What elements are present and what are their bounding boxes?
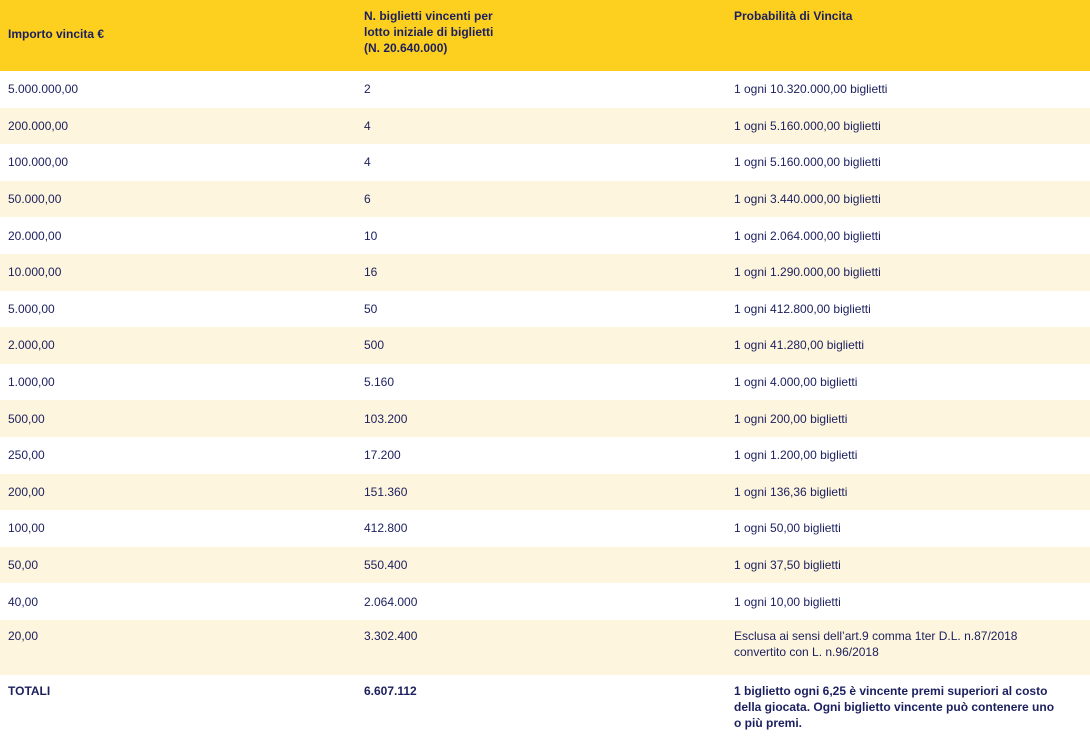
- table-row: [0, 474, 1090, 511]
- cell-probability: [734, 254, 1090, 291]
- amount-value: 50.000,00: [8, 192, 62, 207]
- totals-winners: 6.607.112: [364, 683, 417, 698]
- amount-value: 20,00: [8, 628, 39, 643]
- cell-probability: [734, 71, 1090, 108]
- cell-winners: [364, 108, 734, 145]
- cell-probability: [734, 364, 1090, 401]
- cell-winners: [364, 620, 734, 675]
- header-winners-line1: N. biglietti vincenti per: [364, 9, 493, 23]
- totals-probability-line2: della giocata. Ogni biglietto vincente può contenere uno: [734, 699, 1055, 714]
- cell-winners: [364, 547, 734, 584]
- winners-value: 16: [364, 265, 378, 280]
- table-row: [0, 291, 1090, 328]
- probability-value: 1 ogni 4.000,00 biglietti: [734, 375, 858, 390]
- cell-probability: [734, 144, 1090, 181]
- cell-winners: [364, 400, 734, 437]
- amount-value: 100,00: [8, 521, 45, 536]
- header-probability-label: Probabilità di Vincita: [734, 9, 853, 23]
- amount-value: 5.000,00: [8, 301, 55, 316]
- probability-value: 1 ogni 412.800,00 biglietti: [734, 301, 871, 316]
- cell-amount: [0, 254, 364, 291]
- cell-amount: [0, 291, 364, 328]
- winners-value: 500: [364, 338, 385, 353]
- winners-value: 412.800: [364, 521, 408, 536]
- cell-winners: [364, 181, 734, 218]
- header-winners-line2: lotto iniziale di biglietti: [364, 25, 494, 39]
- amount-value: 10.000,00: [8, 265, 62, 280]
- cell-probability: [734, 474, 1090, 511]
- header-amount: [0, 0, 364, 71]
- amount-value: 50,00: [8, 558, 39, 573]
- amount-value: 100.000,00: [8, 155, 69, 170]
- cell-amount: [0, 620, 364, 675]
- cell-amount: [0, 144, 364, 181]
- winners-value: 5.160: [364, 375, 395, 390]
- table-row: [0, 437, 1090, 474]
- totals-probability-line1: 1 biglietto ogni 6,25 è vincente premi superiori al costo: [734, 683, 1048, 698]
- table-row: [0, 144, 1090, 181]
- cell-probability: [734, 108, 1090, 145]
- amount-value: 40,00: [8, 594, 39, 609]
- winners-value: 3.302.400: [364, 628, 418, 643]
- cell-winners: [364, 364, 734, 401]
- cell-probability: [734, 400, 1090, 437]
- amount-value: 250,00: [8, 448, 45, 463]
- cell-amount: [0, 71, 364, 108]
- cell-probability: [734, 181, 1090, 218]
- table-body: [0, 71, 1090, 740]
- cell-amount: [0, 181, 364, 218]
- header-probability: [734, 0, 1090, 71]
- table-row: [0, 254, 1090, 291]
- cell-winners: [364, 583, 734, 620]
- cell-winners: [364, 71, 734, 108]
- probability-value: 1 ogni 136,36 biglietti: [734, 484, 848, 499]
- cell-probability: [734, 547, 1090, 584]
- table-row: [0, 583, 1090, 620]
- winners-value: 2: [364, 82, 371, 97]
- cell-winners: [364, 254, 734, 291]
- winners-value: 550.400: [364, 558, 408, 573]
- table-row: [0, 400, 1090, 437]
- header-amount-label: Importo vincita €: [8, 27, 105, 41]
- cell-probability: [734, 620, 1090, 675]
- amount-value: 2.000,00: [8, 338, 55, 353]
- probability-value: 1 ogni 37,50 biglietti: [734, 558, 841, 573]
- cell-winners: [364, 217, 734, 254]
- table-header: [0, 0, 1090, 71]
- cell-probability: [734, 327, 1090, 364]
- header-winners: [364, 0, 734, 71]
- cell-amount: [0, 327, 364, 364]
- totals-row: [0, 675, 1090, 740]
- table-row-20-euro: [0, 620, 1090, 675]
- amount-value: 5.000.000,00: [8, 82, 79, 97]
- cell-amount: [0, 547, 364, 584]
- header-winners-line3: (N. 20.640.000): [364, 41, 448, 55]
- table-row: [0, 217, 1090, 254]
- probability-value: 1 ogni 1.200,00 biglietti: [734, 448, 858, 463]
- probability-value: 1 ogni 50,00 biglietti: [734, 521, 841, 536]
- table-row: [0, 364, 1090, 401]
- probability-value: 1 ogni 10.320.000,00 biglietti: [734, 82, 888, 97]
- probability-value: 1 ogni 3.440.000,00 biglietti: [734, 192, 881, 207]
- probability-value: 1 ogni 41.280,00 biglietti: [734, 338, 865, 353]
- amount-value: 1.000,00: [8, 375, 55, 390]
- cell-probability: [734, 437, 1090, 474]
- table-row: [0, 547, 1090, 584]
- totals-probability-cell: [734, 675, 1090, 740]
- cell-probability: [734, 291, 1090, 328]
- cell-amount: [0, 437, 364, 474]
- amount-value: 200,00: [8, 484, 45, 499]
- cell-probability: [734, 217, 1090, 254]
- winners-value: 4: [364, 155, 371, 170]
- cell-winners: [364, 510, 734, 547]
- winners-value: 50: [364, 301, 378, 316]
- table-row: [0, 71, 1090, 108]
- amount-value: 20.000,00: [8, 228, 62, 243]
- probability-value: 1 ogni 5.160.000,00 biglietti: [734, 118, 881, 133]
- winners-value: 6: [364, 192, 371, 207]
- cell-winners: [364, 327, 734, 364]
- cell-amount: [0, 364, 364, 401]
- cell-amount: [0, 583, 364, 620]
- probability-value: 1 ogni 1.290.000,00 biglietti: [734, 265, 881, 280]
- header-row: [0, 0, 1090, 71]
- cell-winners: [364, 437, 734, 474]
- cell-amount: [0, 217, 364, 254]
- winners-value: 103.200: [364, 411, 408, 426]
- winners-value: 2.064.000: [364, 594, 418, 609]
- probability-note-line2: convertito con L. n.96/2018: [734, 644, 879, 659]
- cell-amount: [0, 108, 364, 145]
- probability-value: 1 ogni 5.160.000,00 biglietti: [734, 155, 881, 170]
- amount-value: 200.000,00: [8, 118, 69, 133]
- amount-value: 500,00: [8, 411, 45, 426]
- table-row: [0, 181, 1090, 218]
- cell-amount: [0, 400, 364, 437]
- winners-value: 10: [364, 228, 378, 243]
- cell-probability: [734, 510, 1090, 547]
- table-row: [0, 108, 1090, 145]
- winners-value: 4: [364, 118, 371, 133]
- probability-value: 1 ogni 2.064.000,00 biglietti: [734, 228, 881, 243]
- probability-value: 1 ogni 10,00 biglietti: [734, 594, 841, 609]
- winners-value: 151.360: [364, 484, 408, 499]
- totals-winners-cell: [364, 675, 734, 740]
- totals-label-cell: [0, 675, 364, 740]
- probability-value: 1 ogni 200,00 biglietti: [734, 411, 848, 426]
- totals-label: TOTALI: [8, 683, 51, 698]
- cell-winners: [364, 474, 734, 511]
- probability-note-line1: Esclusa ai sensi dell’art.9 comma 1ter D.L. n.87/2018: [734, 628, 1018, 643]
- table-row: [0, 327, 1090, 364]
- cell-winners: [364, 291, 734, 328]
- cell-amount: [0, 474, 364, 511]
- winners-value: 17.200: [364, 448, 401, 463]
- cell-probability: [734, 583, 1090, 620]
- cell-amount: [0, 510, 364, 547]
- table-row: [0, 510, 1090, 547]
- totals-probability-line3: o più premi.: [734, 715, 803, 730]
- cell-winners: [364, 144, 734, 181]
